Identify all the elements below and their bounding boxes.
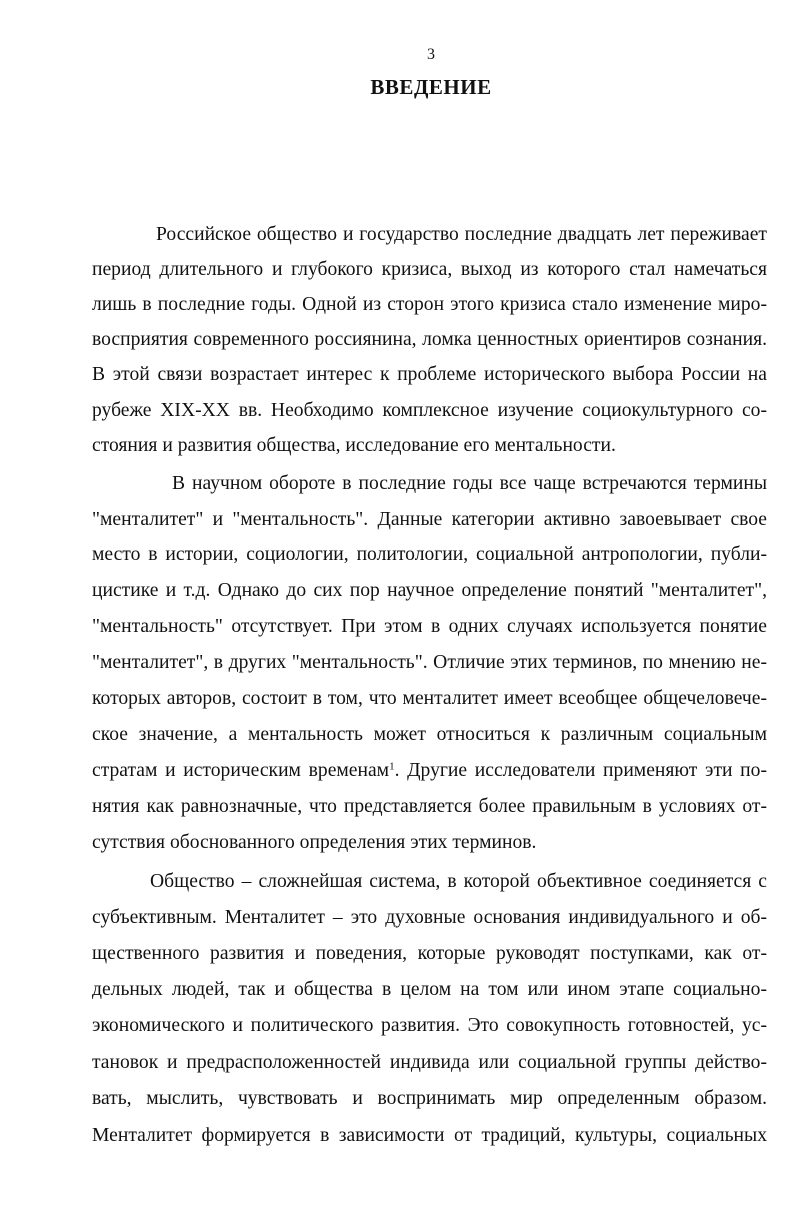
text-line: щественного развития и поведения, которые руководят поступками, как от- [92,943,767,964]
text-line: рубеже XIX-XX вв. Необходимо комплексное изучение социокультурного со- [92,400,767,421]
text-line: "менталитет", в других "ментальность". Отличие этих терминов, по мнению не- [92,652,767,673]
text-line: субъективным. Менталитет – это духовные основания индивидуального и об- [92,907,767,928]
text-line: "менталитет" и "ментальность". Данные категории активно завоевывает свое [92,509,767,530]
text-line: ское значение, а ментальность может относиться к различным социальным [92,724,767,745]
page-number: 3 [427,46,435,63]
text-line [92,756,767,786]
text-line: тановок и предрасположенностей индивида или социальной группы действо- [92,1052,767,1073]
text-line-start: стратам и историческим временам [92,760,390,781]
text-line: которых авторов, состоит в том, что менталитет имеет всеобщее общечеловече- [92,688,767,709]
footnote-marker[interactable]: 1 [389,760,395,773]
text-line: место в истории, социологии, политологии, социальной антропологии, публи- [92,544,767,565]
text-line: нятия как равнозначные, что представляется более правильным в условиях от- [92,796,767,817]
text-line: дельных людей, так и общества в целом на том или ином этапе социально- [92,979,767,1000]
text-line: "ментальность" отсутствует. При этом в одних случаях используется понятие [92,616,767,637]
text-line: цистике и т.д. Однако до сих пор научное определение понятий "менталитет", [92,580,767,601]
text-line: Российское общество и государство последние двадцать лет переживает [156,224,767,245]
text-line: сутствия обоснованного определения этих терминов. [92,832,537,853]
text-line: В научном обороте в последние годы все чаще встречаются термины [172,473,767,494]
text-line-end: . Другие исследователи применяют эти по- [394,760,767,781]
section-heading: ВВЕДЕНИЕ [370,75,492,99]
text-line: восприятия современного россиянина, ломка ценностных ориентиров сознания. [92,329,767,350]
text-line: стояния и развития общества, исследование его ментальности. [92,435,616,456]
text-line: лишь в последние годы. Одной из сторон этого кризиса стало изменение миро- [92,294,767,315]
text-line: вать, мыслить, чувствовать и воспринимать мир определенным образом. [92,1088,767,1109]
text-line: Менталитет формируется в зависимости от традиций, культуры, социальных [92,1125,767,1146]
text-line: период длительного и глубокого кризиса, выход из которого стал намечаться [92,259,767,280]
text-line: В этой связи возрастает интерес к проблеме исторического выбора России на [92,364,767,385]
text-line: экономического и политического развития. Это совокупность готовностей, ус- [92,1015,767,1036]
text-line: Общество – сложнейшая система, в которой объективное соединяется с [150,871,767,892]
